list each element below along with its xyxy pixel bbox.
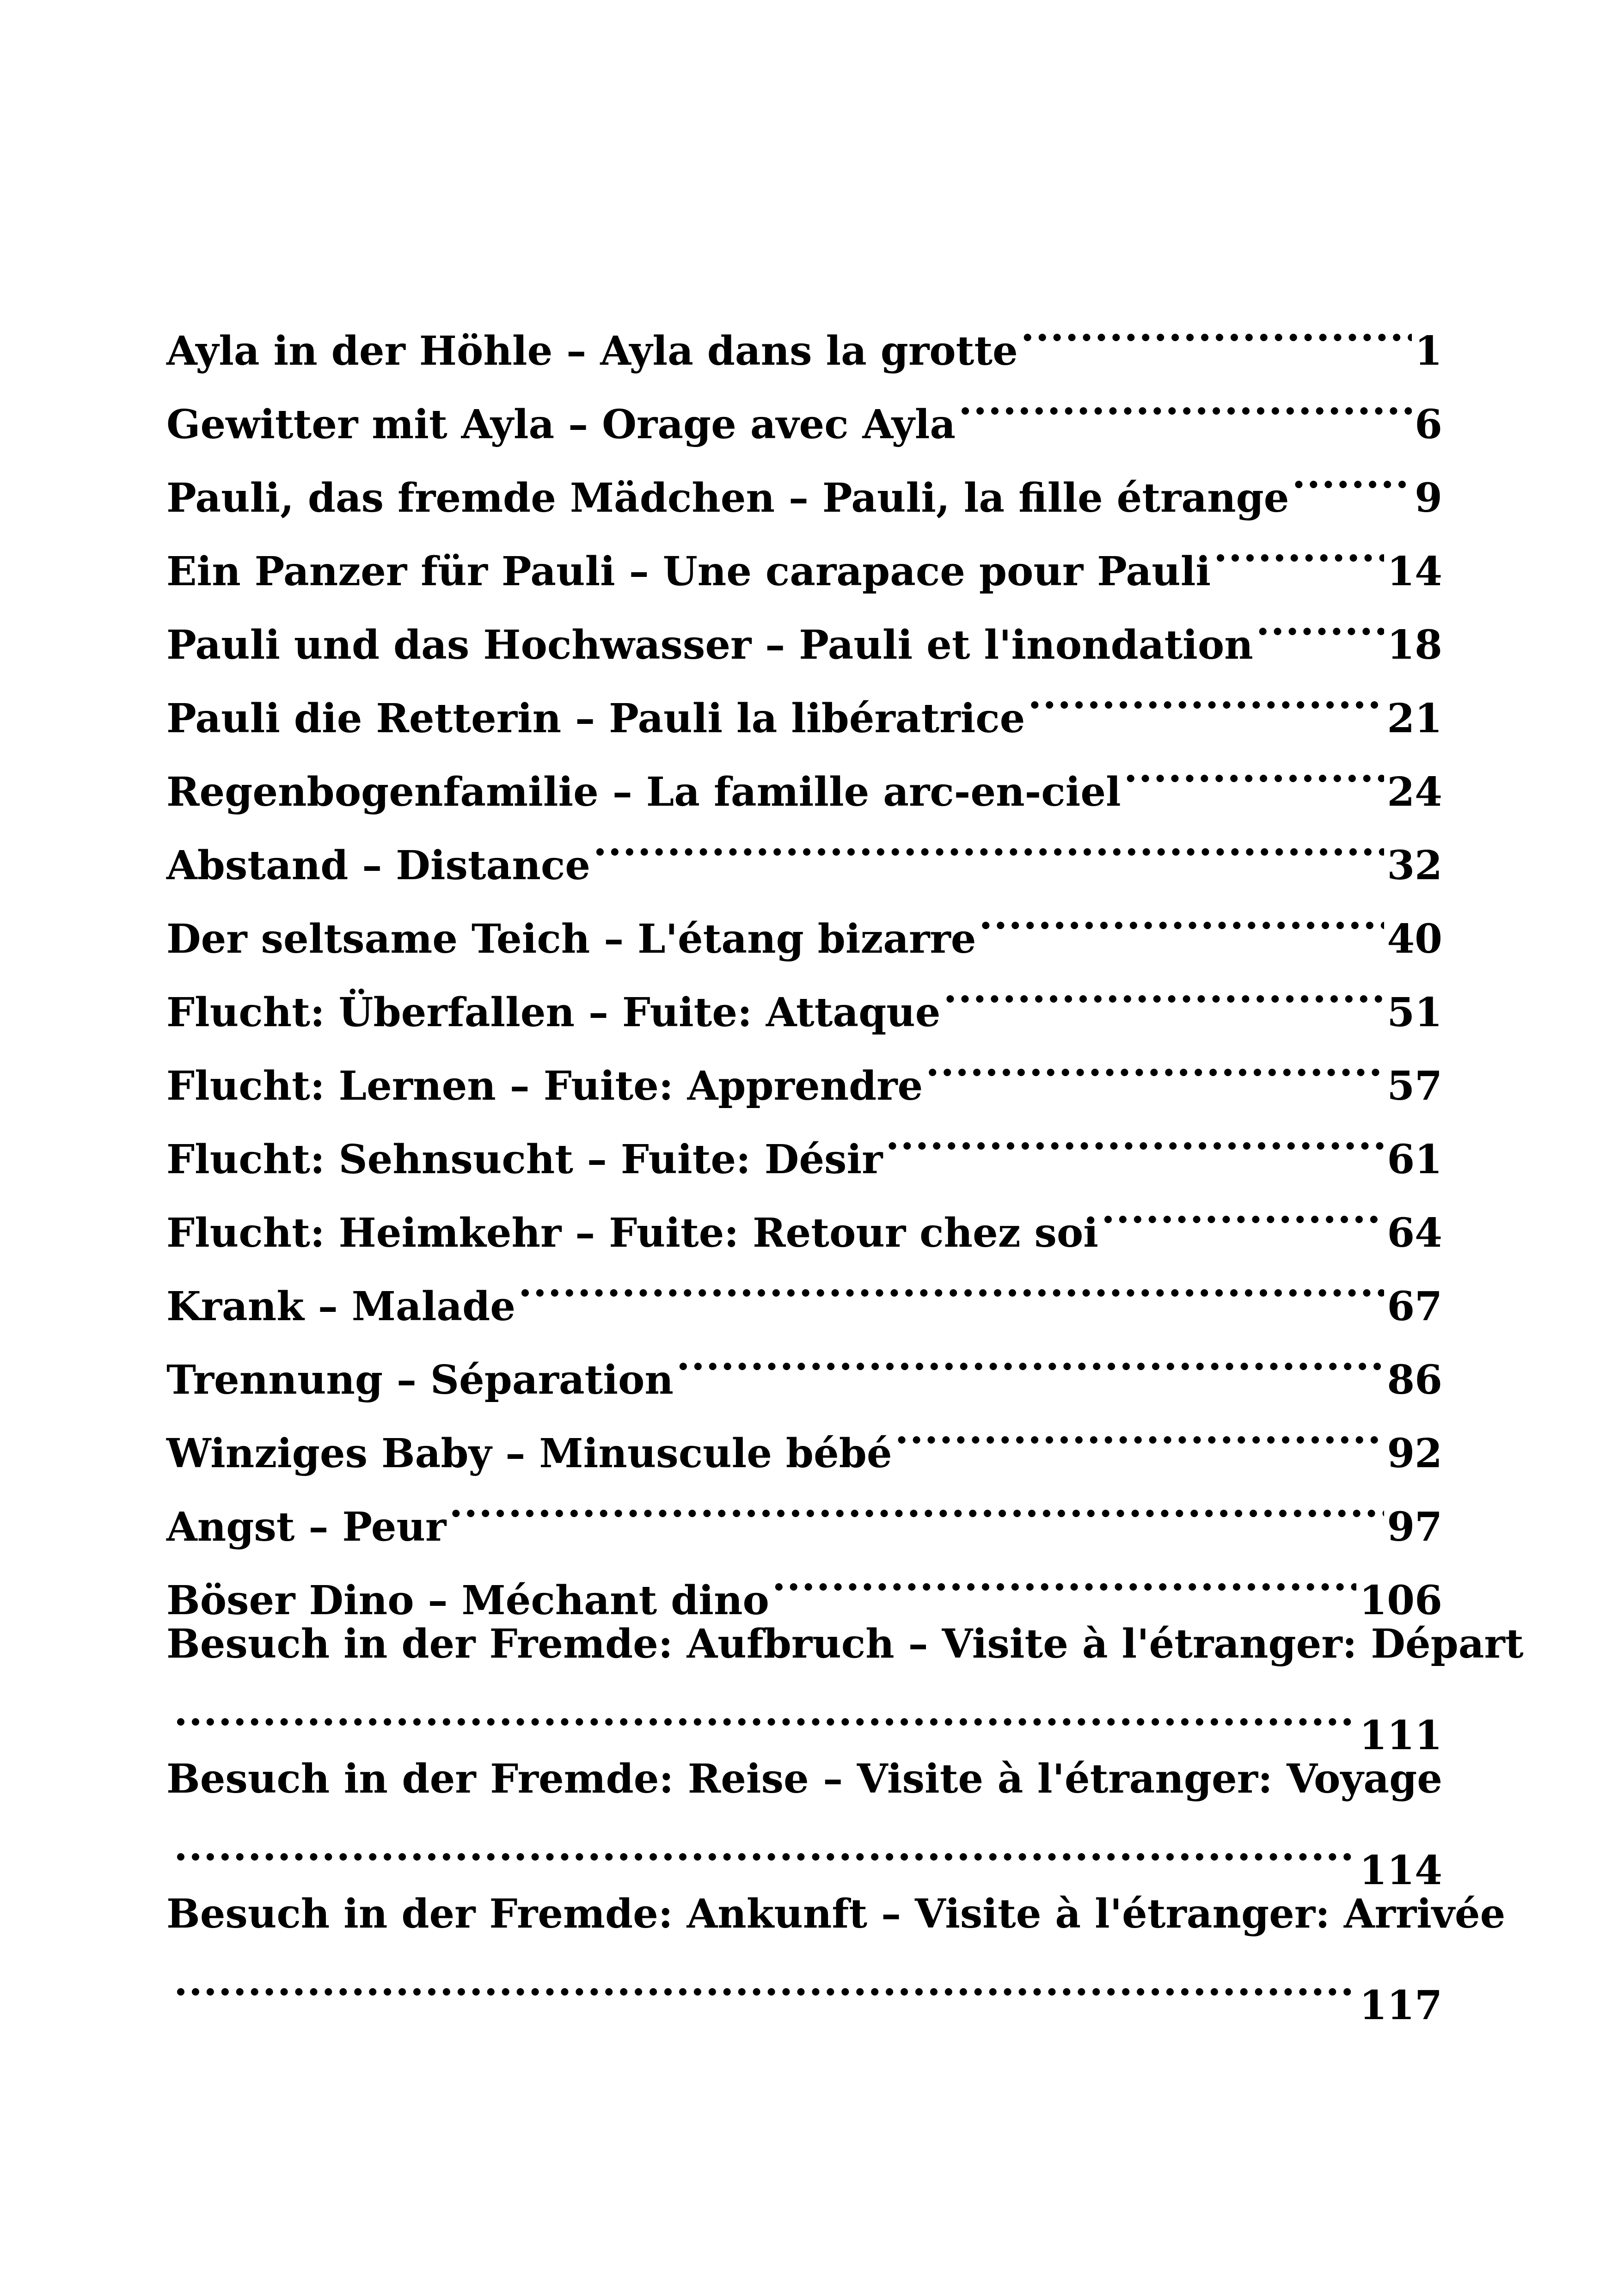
toc-entry-title: Abstand – Distance xyxy=(166,842,590,889)
toc-entry-page: 67 xyxy=(1387,1283,1442,1330)
dot-leader xyxy=(1214,512,1384,585)
toc-entry-title: Pauli und das Hochwasser – Pauli et l'inondation xyxy=(166,622,1253,668)
toc-entry-page: 1 xyxy=(1415,328,1442,374)
toc-entry-title: Der seltsame Teich – L'étang bizarre xyxy=(166,916,976,962)
dot-leader xyxy=(174,1674,1356,1749)
toc-entry-title: Flucht: Sehnsucht – Fuite: Désir xyxy=(166,1136,883,1183)
toc-entry-title: Besuch in der Fremde: Aufbruch – Visite à l'étranger: Départ xyxy=(166,1621,1524,1667)
toc-entry-leader-line xyxy=(166,1809,1442,1894)
toc-entry-page: 86 xyxy=(1387,1357,1442,1403)
toc-entry-page: 21 xyxy=(1387,695,1442,742)
toc-entry-title: Besuch in der Fremde: Reise – Visite à l'étranger: Voyage xyxy=(166,1756,1442,1802)
toc-entry[interactable] xyxy=(166,291,1442,374)
dot-leader xyxy=(174,1944,1356,2019)
toc-entry-title: Pauli, das fremde Mädchen – Pauli, la fille étrange xyxy=(166,475,1289,521)
dot-leader xyxy=(944,953,1385,1026)
dot-leader xyxy=(174,1809,1356,1884)
dot-leader xyxy=(895,1394,1385,1467)
toc-entry-title: Flucht: Überfallen – Fuite: Attaque xyxy=(166,989,941,1036)
toc-entry-page: 18 xyxy=(1387,622,1442,668)
dot-leader xyxy=(449,1467,1384,1541)
toc-entry-title: Winziges Baby – Minuscule bébé xyxy=(166,1430,892,1477)
toc-entry-page: 51 xyxy=(1387,989,1442,1036)
toc-entry-page: 24 xyxy=(1387,769,1442,815)
dot-leader xyxy=(1256,585,1385,659)
toc-entry[interactable] xyxy=(166,1884,1506,2029)
toc-entry-page: 57 xyxy=(1387,1063,1442,1109)
dot-leader xyxy=(1101,1173,1384,1247)
toc-entry[interactable] xyxy=(166,1614,1524,1759)
toc-entry-page: 40 xyxy=(1387,916,1442,962)
toc-entry-page: 32 xyxy=(1387,842,1442,889)
toc-entry[interactable] xyxy=(166,1749,1442,1894)
dot-leader xyxy=(676,1320,1384,1394)
table-of-contents xyxy=(166,291,1524,2029)
toc-entry-page: 106 xyxy=(1359,1577,1442,1624)
dot-leader xyxy=(979,879,1384,953)
toc-entry-title: Gewitter mit Ayla – Orage avec Ayla xyxy=(166,401,956,448)
dot-leader xyxy=(593,806,1384,879)
toc-entry-title: Trennung – Séparation xyxy=(166,1357,674,1403)
toc-entry-leader-line xyxy=(166,1944,1442,2029)
toc-entry-page: 61 xyxy=(1387,1136,1442,1183)
toc-entry-title: Besuch in der Fremde: Ankunft – Visite à l'étranger: Arrivée xyxy=(166,1891,1506,1937)
dot-leader xyxy=(518,1247,1384,1320)
toc-entry-page: 14 xyxy=(1387,548,1442,595)
dot-leader xyxy=(1028,659,1384,732)
toc-entry-title: Regenbogenfamilie – La famille arc-en-ciel xyxy=(166,769,1121,815)
toc-entry-page: 6 xyxy=(1415,401,1442,448)
toc-entry-title: Krank – Malade xyxy=(166,1283,515,1330)
dot-leader xyxy=(772,1541,1357,1614)
toc-entry-page: 92 xyxy=(1387,1430,1442,1477)
toc-entry-title: Pauli die Retterin – Pauli la libératrice xyxy=(166,695,1025,742)
toc-entry-page: 111 xyxy=(1359,1712,1442,1759)
toc-entry-page: 117 xyxy=(1359,1982,1442,2029)
dot-leader xyxy=(1124,732,1385,806)
dot-leader xyxy=(925,1026,1384,1100)
toc-entry-title: Ein Panzer für Pauli – Une carapace pour Pauli xyxy=(166,548,1211,595)
toc-entry-title: Flucht: Lernen – Fuite: Apprendre xyxy=(166,1063,923,1109)
toc-entry-title: Angst – Peur xyxy=(166,1504,447,1550)
toc-entry-title: Böser Dino – Méchant dino xyxy=(166,1577,769,1624)
dot-leader xyxy=(1021,291,1412,365)
toc-entry-leader-line xyxy=(166,1674,1442,1759)
toc-entry-page: 114 xyxy=(1359,1847,1442,1894)
dot-leader xyxy=(1292,438,1412,512)
toc-entry-page: 9 xyxy=(1415,475,1442,521)
toc-entry-page: 97 xyxy=(1387,1504,1442,1550)
toc-entry-title: Flucht: Heimkehr – Fuite: Retour chez soi xyxy=(166,1210,1098,1256)
toc-entry-title: Ayla in der Höhle – Ayla dans la grotte xyxy=(166,328,1018,374)
toc-entry-page: 64 xyxy=(1387,1210,1442,1256)
dot-leader xyxy=(885,1100,1384,1173)
dot-leader xyxy=(958,365,1412,438)
